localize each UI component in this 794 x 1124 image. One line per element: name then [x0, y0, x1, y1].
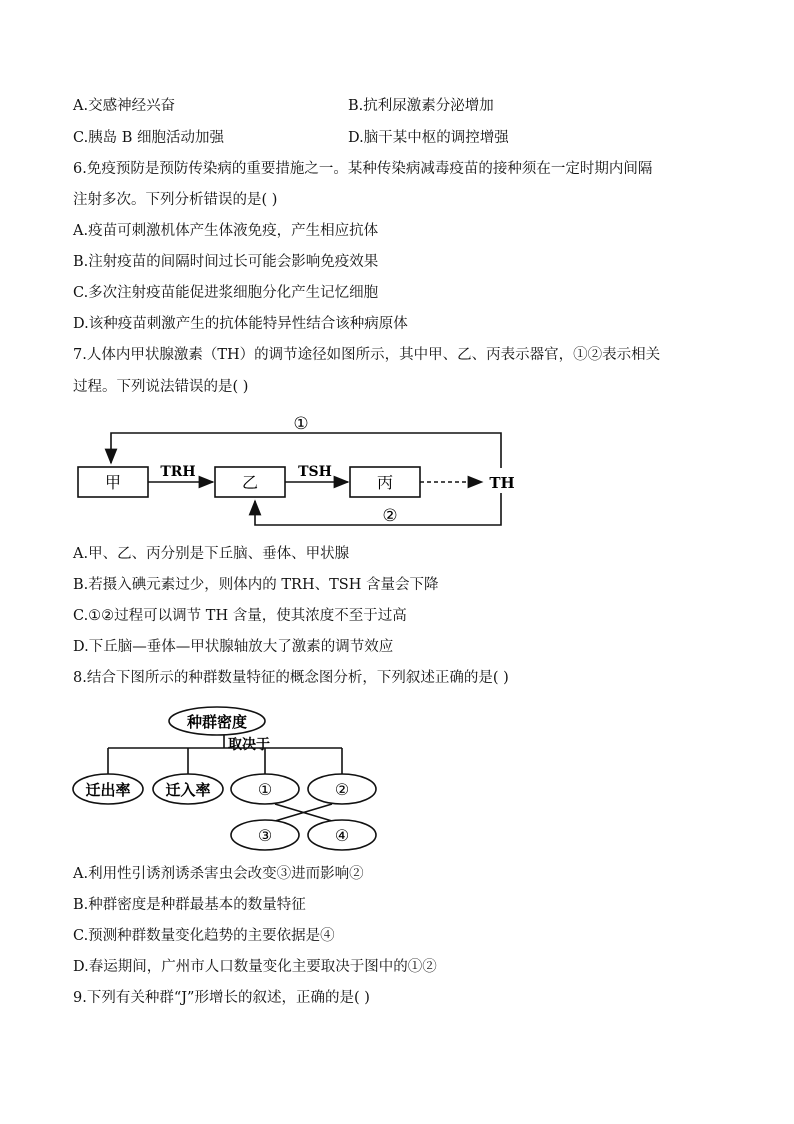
node-circle-3-label: ③	[257, 826, 273, 845]
node-circle-1-label: ①	[257, 780, 273, 799]
q6-stem-line1: 6.免疫预防是预防传染病的重要措施之一。某种传染病减毒疫苗的接种须在一定时期内间隔	[73, 161, 653, 177]
loop1-path	[111, 433, 501, 468]
node-immigration-rate-label: 迁入率	[165, 781, 211, 799]
arrow-tsh-label: TSH	[298, 464, 332, 480]
q8-stem: 8.结合下图所示的种群数量特征的概念图分析，下列叙述正确的是( )	[73, 670, 509, 686]
q7-stem-line1: 7.人体内甲状腺激素（TH）的调节途径如图所示，其中甲、乙、丙表示器官，①②表示相关	[73, 347, 661, 363]
q8-option-c: C.预测种群数量变化趋势的主要依据是④	[73, 928, 335, 944]
q7-option-c: C.①②过程可以调节 TH 含量，使其浓度不至于过高	[73, 608, 407, 624]
q6-option-c: C.多次注射疫苗能促进浆细胞分化产生记忆细胞	[73, 285, 379, 301]
node-population-density-label: 种群密度	[186, 713, 248, 731]
loop1-label: ①	[293, 414, 309, 434]
q6-option-a: A.疫苗可刺激机体产生体液免疫，产生相应抗体	[73, 223, 379, 239]
loop2-label: ②	[382, 506, 398, 526]
node-circle-4-label: ④	[334, 826, 350, 845]
q7-stem-line2: 过程。下列说法错误的是( )	[73, 379, 249, 395]
box-yi-label: 乙	[241, 473, 259, 492]
node-circle-2-label: ②	[334, 780, 350, 799]
q6-stem-line2: 注射多次。下列分析错误的是( )	[73, 192, 278, 208]
q5-option-b: B.抗利尿激素分泌增加	[348, 98, 494, 114]
q6-option-b: B.注射疫苗的间隔时间过长可能会影响免疫效果	[73, 254, 379, 270]
q5-option-d: D.脑干某中枢的调控增强	[348, 130, 509, 146]
box-jia-label: 甲	[104, 473, 122, 492]
q8-option-b: B.种群密度是种群最基本的数量特征	[73, 897, 306, 913]
arrow-trh-label: TRH	[160, 464, 196, 480]
q5-option-c: C.胰岛 B 细胞活动加强	[73, 130, 225, 146]
th-label: TH	[489, 474, 515, 492]
q8-option-d: D.春运期间，广州市人口数量变化主要取决于图中的①②	[73, 959, 437, 975]
q7-feedback-diagram	[60, 405, 530, 530]
node-emigration-rate-label: 迁出率	[85, 781, 131, 799]
q6-option-d: D.该种疫苗刺激产生的抗体能特异性结合该种病原体	[73, 316, 408, 332]
q8-option-a: A.利用性引诱剂诱杀害虫会改变③进而影响②	[73, 866, 364, 882]
q5-option-a: A.交感神经兴奋	[73, 98, 176, 114]
q9-stem: 9.下列有关种群“J”形增长的叙述，正确的是( )	[73, 990, 370, 1006]
q7-option-a: A.甲、乙、丙分别是下丘脑、垂体、甲状腺	[73, 546, 350, 562]
q8-concept-map	[70, 703, 390, 853]
box-bing-label: 丙	[376, 473, 394, 492]
q7-option-d: D.下丘脑—垂体—甲状腺轴放大了激素的调节效应	[73, 639, 394, 655]
relation-label: 取决于	[228, 737, 270, 753]
q7-option-b: B.若摄入碘元素过少，则体内的 TRH、TSH 含量会下降	[73, 577, 439, 593]
